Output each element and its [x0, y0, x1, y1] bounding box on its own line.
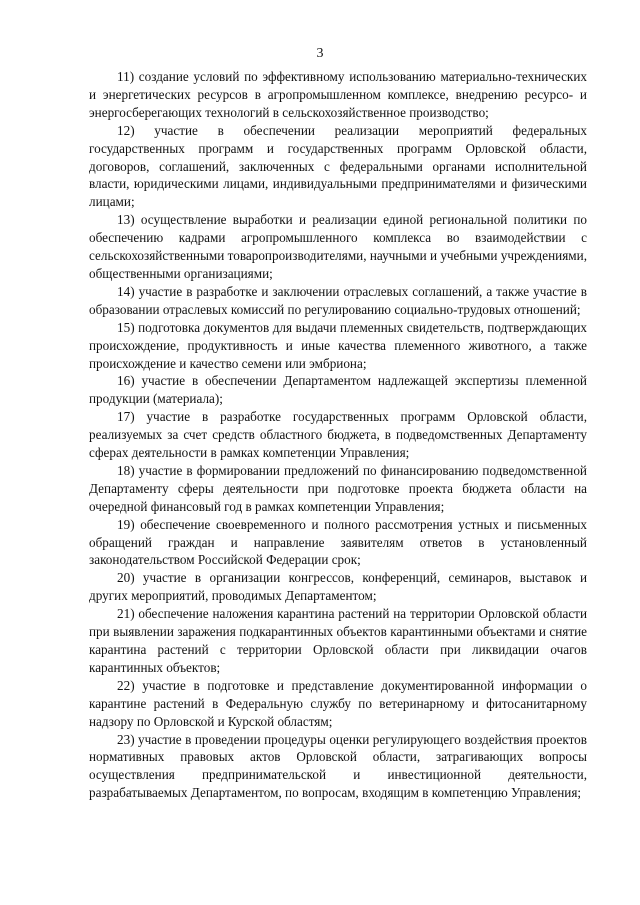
list-item-21: 21) обеспечение наложения карантина растений на территории Орловской области при выявлении заражения подкарантинных объектов карантинными объектами и снятие карантина растений с территории Орловской области при ликвидации очагов карантинных объектов;: [89, 606, 587, 675]
list-item-20: 20) участие в организации конгрессов, конференций, семинаров, выставок и других мероприятий, проводимых Департаментом;: [89, 570, 587, 604]
list-item-15: 15) подготовка документов для выдачи племенных свидетельств, подтверждающих происхождение, продуктивность и иные качества племенного животного, а также происхождение и качество семени или эмбриона;: [89, 319, 587, 371]
list-item-19: 19) обеспечение своевременного и полного рассмотрения устных и письменных обращений граждан и направление заявителям ответов в установленный законодательством Российской Федерации срок;: [89, 516, 587, 568]
list-item-16: 16) участие в обеспечении Департаментом надлежащей экспертизы племенной продукции (материала);: [89, 373, 587, 407]
list-item-17: 17) участие в разработке государственных программ Орловской области, реализуемых за счет средств областного бюджета, в подведомственных Департаменту сферах деятельности в рамках компетенции Управления;: [89, 409, 587, 461]
list-item-12: 12) участие в обеспечении реализации мероприятий федеральных государственных программ и государственных программ Орловской области, договоров, соглашений, заключенных с федеральными органами исполнительной власти, юридическими лицами, индивидуальными предпринимателями и физическими лицами;: [89, 122, 587, 210]
list-item-13: 13) осуществление выработки и реализации единой региональной политики по обеспечению кадрами агропромышленного комплекса во взаимодействии с сельскохозяйственными товаропроизводителями, научными и учебными учреждениями, общественными организациями;: [89, 212, 587, 281]
list-item-22: 22) участие в подготовке и представление документированной информации о карантине растений в Федеральную службу по ветеринарному и фитосанитарному надзору по Орловской и Курской областям;: [89, 677, 587, 729]
document-body: [89, 68, 587, 802]
list-item-14: 14) участие в разработке и заключении отраслевых соглашений, а также участие в образовании отраслевых комиссий по регулированию социально-трудовых отношений;: [89, 283, 587, 317]
list-item-23: 23) участие в проведении процедуры оценки регулирующего воздействия проектов нормативных правовых актов Орловской области, затрагивающих вопросы осуществления предпринимательской и инвестиционной деятельности, разрабатываемых Департаментом, по вопросам, входящим в компетенцию Управления;: [89, 731, 587, 801]
list-item-11: 11) создание условий по эффективному использованию материально-технических и энергетических ресурсов в агропромышленном комплексе, внедрению ресурсо- и энергосберегающих технологий в сельскохозяйственное производство;: [89, 69, 587, 120]
page-number: 3: [316, 46, 324, 61]
list-item-18: 18) участие в формировании предложений по финансированию подведомственной Департаменту сферы деятельности при подготовке проекта бюджета области на очередной финансовый год в рамках компетенции Управления;: [89, 462, 587, 514]
